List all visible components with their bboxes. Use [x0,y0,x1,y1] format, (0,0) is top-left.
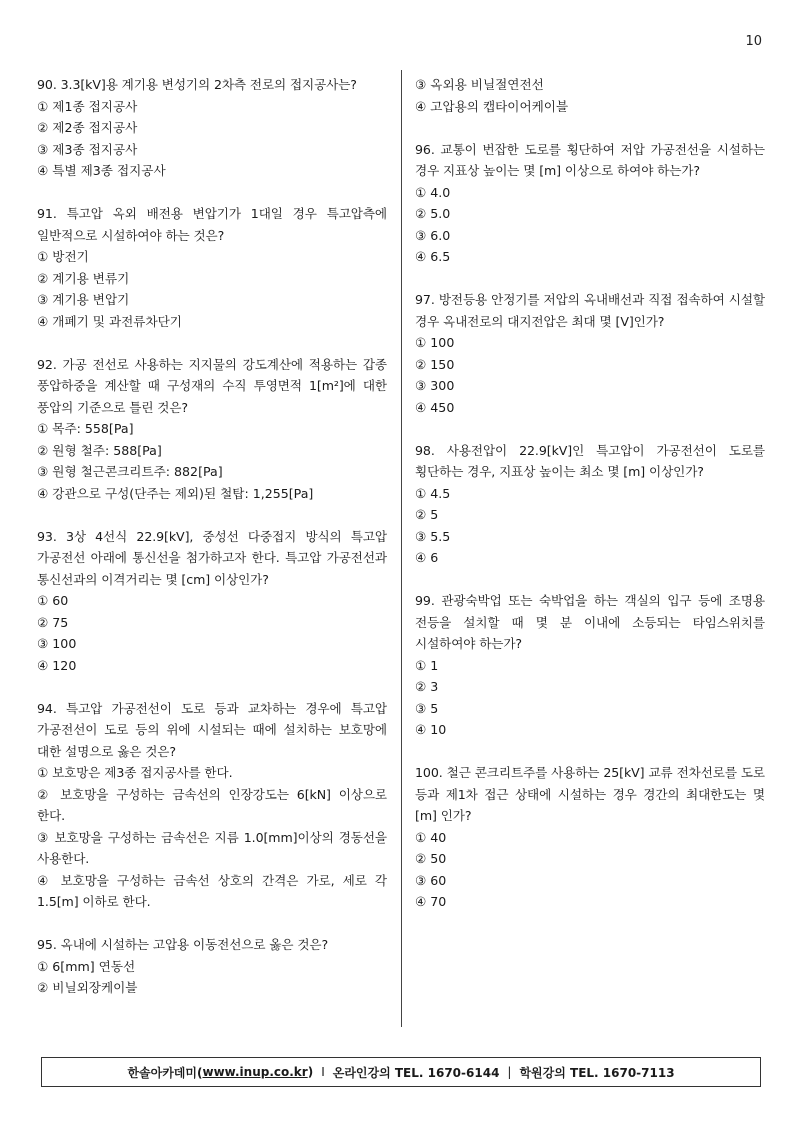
option-2: ② 계기용 변류기 [37,270,130,286]
footer-academy-name: 한솔아카데미( [127,1065,203,1080]
option-2: ② 3 [415,679,439,694]
option-3: ③ 6.0 [415,227,451,243]
question-stem: 97. 방전등용 안정기를 저압의 옥내배선과 직접 접속하여 시설할 경우 옥내전로의 대지전압은 최대 몇 [V]인가? [415,292,765,329]
question-99 [415,590,765,741]
option-3: ③ 보호망을 구성하는 금속선은 지름 1.0[mm]이상의 경동선을 사용한다. [37,829,387,866]
option-1: ① 100 [415,335,455,350]
footer-website-link[interactable]: www.inup.co.kr [202,1065,308,1079]
page-number: 10 [745,34,762,49]
option-1: ① 40 [415,829,447,845]
option-1: ① 1 [415,657,439,673]
option-1: ① 방전기 [37,249,89,264]
option-2: ② 제2종 접지공사 [37,120,138,135]
option-2: ② 50 [415,851,447,866]
option-4: ④ 120 [37,657,77,673]
left-column [37,74,387,1020]
option-4: ④ 6 [415,550,439,565]
question-stem: 100. 철근 콘크리트주를 사용하는 25[kV] 교류 전차선로를 도로 등과 제1차 접근 상태에 시설하는 경우 경간의 최대한도는 몇 [m] 인가? [415,765,765,823]
question-stem: 90. 3.3[kV]용 계기용 변성기의 2차측 전로의 접지공사는? [37,77,357,92]
question-92 [37,354,387,505]
question-93 [37,526,387,677]
option-4: ④ 개폐기 및 과전류차단기 [37,313,182,329]
option-3: ③ 5 [415,700,439,716]
question-stem: 98. 사용전압이 22.9[kV]인 특고압이 가공전선이 도로를 횡단하는 경우, 지표상 높이는 최소 몇 [m] 이상인가? [415,442,765,479]
option-1: ① 제1종 접지공사 [37,98,138,114]
option-3: ③ 옥외용 비닐절연전선 [415,77,544,92]
option-2: ② 원형 철주: 588[Pa] [37,442,162,458]
right-column [415,74,765,934]
question-94 [37,698,387,913]
footer-online-tel: 온라인강의 TEL. 1670-6144 [332,1065,500,1080]
option-3: ③ 60 [415,872,447,888]
option-2: ② 비닐외장케이블 [37,980,138,995]
question-95 [37,934,387,999]
option-4: ④ 보호망을 구성하는 금속선 상호의 간격은 가로, 세로 각 1.5[m] 이하로 한다. [37,872,387,909]
option-1: ① 보호망은 제3종 접지공사를 한다. [37,765,233,780]
footer-separator: I [321,1065,325,1079]
option-4: ④ 70 [415,894,447,909]
option-1: ① 4.0 [415,184,451,200]
question-98 [415,440,765,569]
option-2: ② 5.0 [415,206,451,221]
option-3: ③ 제3종 접지공사 [37,141,138,157]
option-4: ④ 특별 제3종 접지공사 [37,163,166,178]
option-2: ② 보호망을 구성하는 금속선의 인장강도는 6[kN] 이상으로 한다. [37,786,387,823]
question-96 [415,139,765,268]
option-2: ② 5 [415,507,439,522]
option-4: ④ 6.5 [415,249,451,264]
footer-contact-box [41,1057,761,1087]
option-3: ③ 원형 철근콘크리트주: 882[Pa] [37,464,223,479]
question-stem: 95. 옥내에 시설하는 고압용 이동전선으로 옳은 것은? [37,937,329,952]
footer-academy-close: ) [307,1065,314,1079]
option-1: ① 목주: 558[Pa] [37,421,134,436]
question-stem: 93. 3상 4선식 22.9[kV], 중성선 다중접지 방식의 특고압 가공전선 아래에 통신선을 첨가하고자 한다. 특고압 가공전선과 통신선과의 이격거리는 몇 [cm] 이상인가? [37,528,387,587]
option-2: ② 150 [415,356,455,372]
option-1: ① 60 [37,593,69,608]
footer-separator: | [507,1065,512,1079]
question-95-continued [415,74,765,117]
question-stem: 94. 특고압 가공전선이 도로 등과 교차하는 경우에 특고압 가공전선이 도로 등의 위에 시설되는 때에 설치하는 보호망에 대한 설명으로 옳은 것은? [37,700,387,759]
column-divider [401,70,402,1027]
question-stem: 91. 특고압 옥외 배전용 변압기가 1대일 경우 특고압측에 일반적으로 시설하여야 하는 것은? [37,206,387,243]
option-4: ④ 고압용의 캡타이어케이블 [415,98,569,114]
question-stem: 99. 관광숙박업 또는 숙박업을 하는 객실의 입구 등에 조명용 전등을 설치할 때 몇 분 이내에 소등되는 타임스위치를 시설하여야 하는가? [415,593,765,651]
option-2: ② 75 [37,614,69,630]
option-1: ① 6[mm] 연동선 [37,958,136,974]
option-3: ③ 100 [37,636,77,651]
option-4: ④ 10 [415,722,447,737]
question-100 [415,762,765,913]
footer-offline-tel: 학원강의 TEL. 1670-7113 [519,1065,675,1080]
option-3: ③ 계기용 변압기 [37,292,130,307]
option-3: ③ 300 [415,378,455,393]
question-97 [415,289,765,418]
question-stem: 96. 교통이 번잡한 도로를 횡단하여 저압 가공전선을 시설하는 경우 지표상 높이는 몇 [m] 이상으로 하여야 하는가? [415,141,765,178]
option-4: ④ 강관으로 구성(단주는 제외)된 철탑: 1,255[Pa] [37,485,314,501]
question-90 [37,74,387,182]
option-4: ④ 450 [415,399,455,415]
option-3: ③ 5.5 [415,528,451,544]
option-1: ① 4.5 [415,485,451,501]
question-stem: 92. 가공 전선로 사용하는 지지물의 강도계산에 적용하는 갑종 풍압하중을 계산할 때 구성재의 수직 투영면적 1[m²]에 대한 풍압의 기준으로 틀린 것은? [37,356,387,415]
question-91 [37,203,387,332]
